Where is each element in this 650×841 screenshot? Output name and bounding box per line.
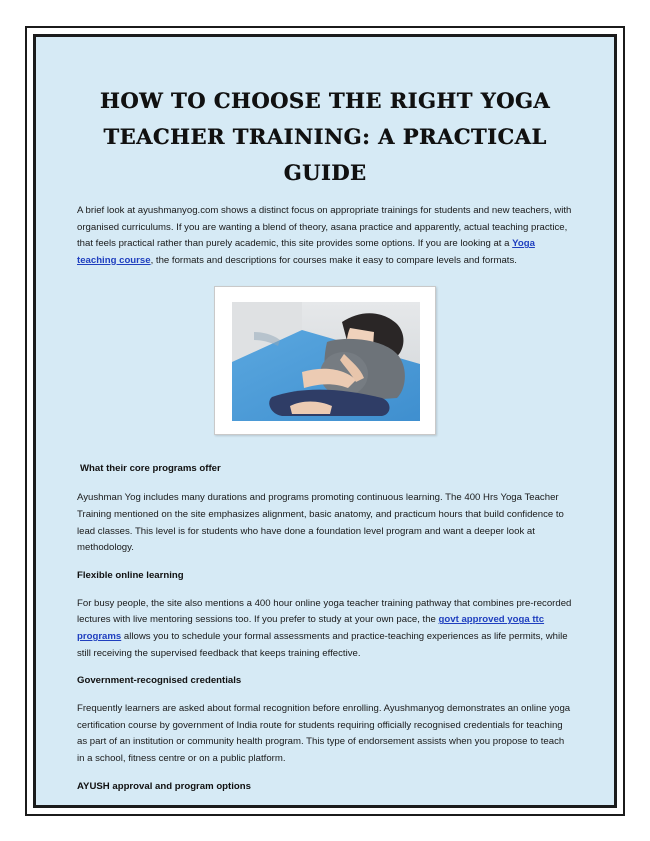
pregnant-yoga-photo bbox=[214, 286, 436, 435]
document-body bbox=[77, 83, 573, 795]
section-heading-ayush-approval: AYUSH approval and program options bbox=[77, 780, 251, 792]
intro-paragraph bbox=[77, 203, 573, 269]
yoga-teaching-course-link[interactable]: Yoga teaching course bbox=[77, 238, 535, 266]
document-title: HOW TO CHOOSE THE RIGHT YOGA TEACHER TRAINING: A PRACTICAL GUIDE bbox=[99, 88, 551, 185]
section-heading-credentials: Government-recognised credentials bbox=[77, 675, 242, 687]
intro-text-before: A brief look at ayushmanyog.com shows a distinct focus on appropriate trainings for students and new teachers, with organised curriculums. If you are wanting a blend of theory, asana practice and apparently, actual teaching practice, that feels practical rather than purely academic, this site provides some options. If you are looking at a bbox=[77, 205, 572, 250]
section-body-core-programs: Ayushman Yog includes many durations and programs promoting continuous learning. The 400 Hrs Yoga Teacher Training mentioned on the site emphasizes alignment, basic anatomy, and practicum hours that build confidence to lead classes. This level is for students who have done a foundation level program and want a deeper look at methodology. bbox=[77, 492, 564, 554]
govt-approved-yoga-ttc-link[interactable]: govt approved yoga ttc programs bbox=[77, 614, 545, 642]
section-body-credentials: Frequently learners are asked about formal recognition before enrolling. Ayushmanyog demonstrates an online yoga certification course by government of India route for students requiring officially recognised credentials for teaching as part of an institution or community health program. This type of endorsement assists when you propose to teach in a school, fitness centre or on a public platform. bbox=[77, 703, 571, 764]
online-text-before: For busy people, the site also mentions a 400 hour online yoga teacher training pathway that combines pre-recorded lectures with live mentoring sessions too. If you prefer to study at your own pace, the bbox=[77, 597, 572, 626]
yoga-photo-illustration bbox=[232, 302, 420, 421]
section-body-online-learning bbox=[77, 596, 573, 662]
section-heading-core-programs: What their core programs offer bbox=[80, 463, 221, 475]
section-heading-online-learning: Flexible online learning bbox=[77, 569, 184, 581]
online-text-after: allows you to schedule your formal assessments and practice-teaching experiences as life permits, while still receiving the supervised feedback that keeps training effective. bbox=[77, 630, 568, 659]
intro-text-after: , the formats and descriptions for courses make it easy to compare levels and formats. bbox=[150, 254, 517, 266]
